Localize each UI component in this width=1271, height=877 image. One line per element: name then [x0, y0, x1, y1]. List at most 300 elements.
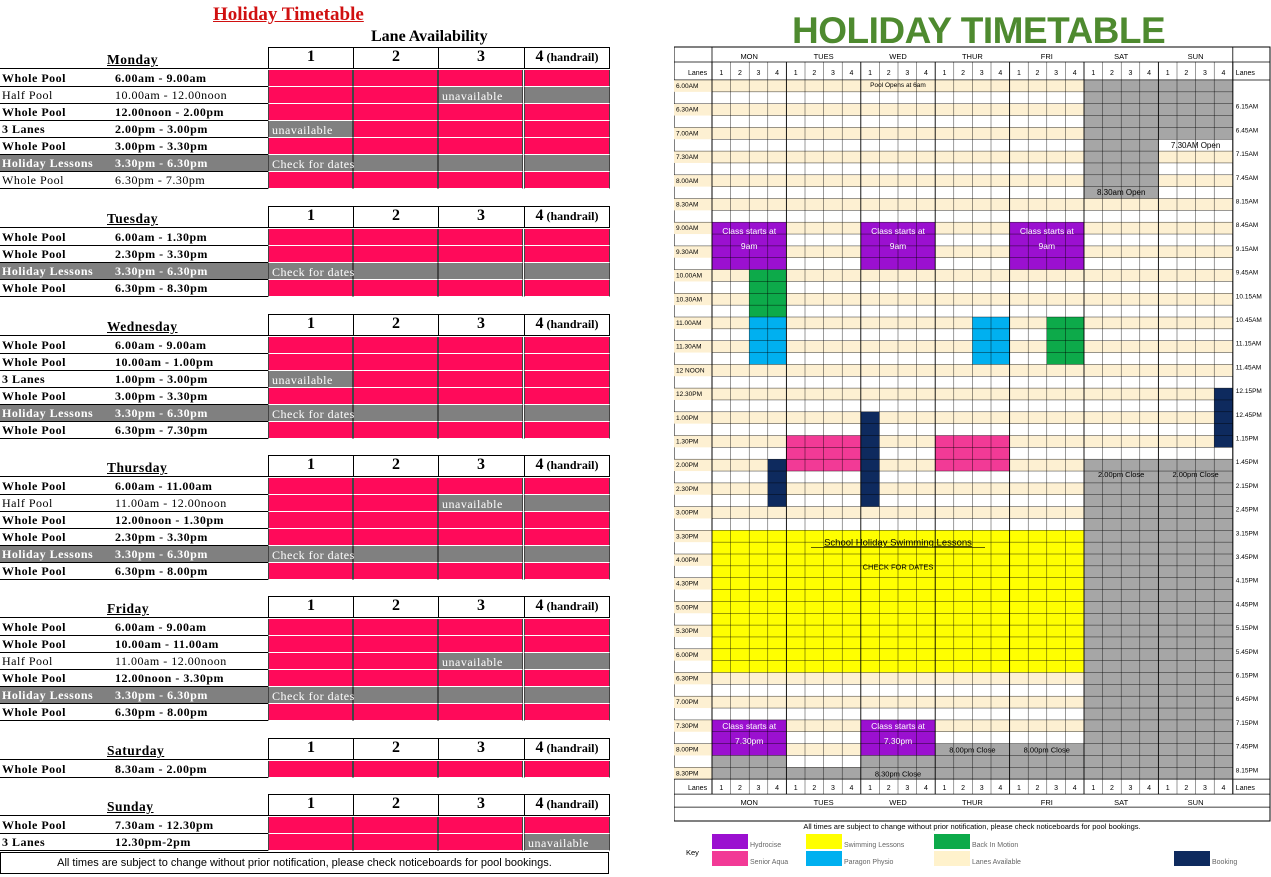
- row-rule: [0, 370, 268, 371]
- left-subtitle: Lane Availability: [371, 28, 488, 45]
- lane-number: 2: [737, 70, 742, 77]
- cell-note: unavailable: [442, 497, 503, 511]
- lane-number: 1: [719, 785, 724, 793]
- lane-available-cell: [268, 87, 353, 104]
- lane-available-cell: [353, 422, 438, 439]
- lane-number: 1: [942, 785, 947, 793]
- time-label-right: 5.15PM: [1235, 625, 1259, 633]
- lane-number: 4: [923, 70, 928, 77]
- day-header: SAT: [1114, 52, 1129, 61]
- lane-number: 3: [477, 48, 485, 65]
- day-header: WED: [889, 798, 907, 808]
- key-swatch: [934, 834, 970, 849]
- session-label: Whole Pool: [2, 620, 66, 634]
- lane-available-cell: [353, 87, 438, 104]
- time-label-left: 6.00AM: [676, 83, 699, 90]
- lane-number: 3: [979, 70, 984, 77]
- lane-number: 2: [392, 795, 400, 812]
- lane-unavailable-cell: [524, 653, 610, 670]
- time-label-right: 3.15PM: [1235, 530, 1259, 538]
- lane-unavailable-cell: [268, 405, 353, 422]
- lane-number: 4: [535, 315, 544, 332]
- lane-number: 3: [979, 785, 984, 793]
- lane-number: 4: [535, 456, 544, 473]
- lane-available-cell: [438, 704, 523, 721]
- day-name: Sunday: [107, 799, 154, 814]
- lane-available-cell: [268, 172, 353, 189]
- time-label-left: 12.30PM: [676, 391, 703, 399]
- session-label: Whole Pool: [2, 637, 66, 651]
- time-label-right: 8.15PM: [1235, 767, 1259, 775]
- lane-number: 4: [1147, 785, 1152, 793]
- time-label-right: 1.15PM: [1235, 435, 1259, 443]
- lane-available-cell: [268, 670, 353, 687]
- lane-available-cell: [353, 104, 438, 121]
- lane-available-cell: [438, 104, 523, 121]
- row-rule: [0, 103, 268, 104]
- lane-available-cell: [353, 834, 438, 851]
- lane-available-cell: [353, 636, 438, 653]
- session-time: 6.30pm - 8.00pm: [115, 564, 208, 578]
- lane-available-cell: [524, 337, 610, 354]
- cell-note: unavailable: [528, 836, 589, 850]
- lane-available-cell: [438, 529, 523, 546]
- lane-number: 3: [477, 456, 485, 473]
- time-label-left: 1.30PM: [676, 438, 699, 446]
- row-rule: [0, 171, 268, 172]
- session-label: Holiday Lessons: [2, 406, 94, 420]
- lane-available-cell: [524, 817, 610, 834]
- lane-header-2: [353, 207, 438, 227]
- class-start-time: 9am: [1038, 241, 1056, 252]
- lane-number: 2: [812, 70, 817, 77]
- lane-header-1: [268, 456, 353, 476]
- session-label: Whole Pool: [2, 530, 66, 544]
- session-label: Whole Pool: [2, 230, 66, 244]
- lane-unavailable-cell: [524, 687, 610, 704]
- lane-unavailable-cell: [438, 495, 523, 512]
- lane-available-cell: [438, 636, 523, 653]
- cell-note: Check for dates: [272, 265, 355, 279]
- time-label-right: 12.15PM: [1235, 388, 1262, 396]
- lane-number: 2: [1184, 70, 1189, 77]
- session-label: Half Pool: [2, 654, 53, 668]
- session-label: Whole Pool: [2, 818, 66, 832]
- session-label: Whole Pool: [2, 705, 66, 719]
- handrail-note: (handrail): [543, 209, 599, 223]
- lane-available-cell: [353, 354, 438, 371]
- swimming-lessons-title: School Holiday Swimming Lessons: [824, 537, 972, 549]
- lane-unavailable-cell: [524, 495, 610, 512]
- class-start-note: Class starts at: [722, 226, 777, 237]
- lane-number: 2: [1184, 785, 1189, 793]
- day-header: MON: [740, 52, 758, 61]
- lane-number: 2: [1109, 70, 1114, 77]
- day-header: SUN: [1187, 52, 1204, 61]
- key-item-label: Hydrocise: [750, 842, 782, 849]
- class-start-time: 9am: [740, 241, 758, 252]
- lane-available-cell: [524, 512, 610, 529]
- lane-number: 1: [307, 739, 315, 756]
- session-label: Whole Pool: [2, 355, 66, 369]
- lanes-label: Lanes: [688, 70, 708, 77]
- lane-number: 2: [392, 315, 400, 332]
- time-label-left: 12 NOON: [676, 367, 705, 375]
- lane-available-cell: [438, 817, 523, 834]
- time-label-right: 2.15PM: [1235, 482, 1259, 490]
- lane-number: 2: [886, 70, 891, 77]
- lane-available-cell: [524, 704, 610, 721]
- day-name: Monday: [107, 52, 159, 67]
- time-label-right: 8.45AM: [1235, 222, 1259, 230]
- lane-number: 4: [775, 785, 780, 793]
- lane-number: 2: [737, 785, 742, 793]
- lane-unavailable-cell: [438, 653, 523, 670]
- lane-available-cell: [268, 337, 353, 354]
- lane-available-cell: [438, 138, 523, 155]
- lane-header-4: [524, 597, 609, 617]
- row-rule: [0, 387, 268, 388]
- session-time: 8.30am - 2.00pm: [115, 762, 208, 776]
- row-rule: [0, 353, 268, 354]
- row-rule: [0, 438, 268, 439]
- lane-number: 3: [830, 70, 835, 77]
- lane-unavailable-cell: [353, 687, 438, 704]
- footer-note: All times are subject to change without prior notification, please check noticeboards for pool bookings.: [0, 852, 609, 874]
- lane-available-cell: [524, 246, 610, 263]
- row-rule: [0, 421, 268, 422]
- cell-note: Check for dates: [272, 689, 355, 703]
- session-label: 3 Lanes: [2, 372, 46, 386]
- swimming-lessons-sub: CHECK FOR DATES: [862, 562, 934, 572]
- lane-number: 4: [1072, 70, 1077, 77]
- lane-number: 4: [1072, 785, 1077, 793]
- session-time: 10.00am - 12.00noon: [115, 88, 228, 102]
- class-start-time: 7.30pm: [735, 735, 764, 746]
- cell-note: unavailable: [272, 373, 333, 387]
- session-label: Whole Pool: [2, 513, 66, 527]
- lane-available-cell: [268, 354, 353, 371]
- session-label: Whole Pool: [2, 389, 66, 403]
- session-time: 6.00am - 9.00am: [115, 71, 207, 85]
- lane-header-2: [353, 597, 438, 617]
- lane-number: 3: [830, 785, 835, 793]
- lane-header-2: [353, 315, 438, 335]
- time-label-left: 7.30AM: [676, 154, 699, 162]
- lane-header-3: [438, 597, 523, 617]
- lane-available-cell: [353, 704, 438, 721]
- lane-number: 1: [307, 795, 315, 812]
- lane-available-cell: [353, 670, 438, 687]
- key-swatch: [806, 851, 842, 866]
- day-name: Thursday: [107, 460, 168, 475]
- lane-available-cell: [438, 422, 523, 439]
- time-label-left: 6.30AM: [676, 106, 699, 114]
- time-label-right: 6.15AM: [1235, 103, 1259, 111]
- lane-unavailable-cell: [268, 371, 353, 388]
- lane-available-cell: [268, 563, 353, 580]
- lane-number: 2: [1035, 785, 1040, 793]
- close-8-fri-note: 8.00pm Close: [1023, 745, 1070, 755]
- session-label: Whole Pool: [2, 423, 66, 437]
- lane-number: 4: [535, 597, 544, 614]
- session-label: Holiday Lessons: [2, 547, 94, 561]
- lane-available-cell: [524, 172, 610, 189]
- lane-available-cell: [524, 354, 610, 371]
- lane-available-cell: [268, 478, 353, 495]
- lane-available-cell: [353, 512, 438, 529]
- lane-number: 4: [998, 785, 1003, 793]
- session-label: Half Pool: [2, 496, 53, 510]
- session-time: 11.00am - 12.00noon: [115, 496, 227, 510]
- lane-available-cell: [353, 388, 438, 405]
- row-rule: [0, 188, 268, 189]
- lane-available-cell: [524, 388, 610, 405]
- time-label-right: 11.15AM: [1235, 340, 1262, 348]
- lane-available-cell: [353, 138, 438, 155]
- time-label-left: 9.00AM: [676, 225, 699, 233]
- lane-unavailable-cell: [268, 155, 353, 172]
- lane-available-cell: [524, 619, 610, 636]
- lane-available-cell: [353, 563, 438, 580]
- lane-available-cell: [524, 280, 610, 297]
- row-rule: [0, 720, 268, 721]
- lane-availability-panel: [0, 0, 612, 877]
- lane-number: 3: [1128, 785, 1133, 793]
- key-item-label: Back In Motion: [972, 842, 1019, 849]
- row-rule: [0, 279, 268, 280]
- lane-number: 1: [793, 70, 798, 77]
- lane-number: 4: [775, 70, 780, 77]
- lane-available-cell: [268, 388, 353, 405]
- lane-unavailable-cell: [524, 546, 610, 563]
- lane-unavailable-cell: [268, 546, 353, 563]
- lane-available-cell: [438, 229, 523, 246]
- lane-available-cell: [438, 280, 523, 297]
- lanes-label: Lanes: [1235, 70, 1255, 77]
- lane-available-cell: [438, 172, 523, 189]
- time-label-right: 7.45AM: [1235, 174, 1259, 182]
- key-swatch: [806, 834, 842, 849]
- lane-header-3: [438, 48, 523, 68]
- lane-available-cell: [268, 704, 353, 721]
- lane-unavailable-cell: [438, 155, 523, 172]
- row-rule: [0, 562, 268, 563]
- row-rule: [0, 669, 268, 670]
- row-rule: [0, 137, 268, 138]
- handrail-note: (handrail): [543, 599, 599, 613]
- lane-available-cell: [268, 512, 353, 529]
- handrail-note: (handrail): [543, 50, 599, 64]
- lane-number: 2: [1035, 70, 1040, 77]
- time-label-right: 6.45AM: [1235, 127, 1259, 135]
- lane-available-cell: [524, 563, 610, 580]
- session-label: Whole Pool: [2, 338, 66, 352]
- lane-available-cell: [524, 104, 610, 121]
- time-label-right: 4.15PM: [1235, 577, 1259, 585]
- time-label-left: 8.30PM: [676, 770, 699, 778]
- key-item-label: Swimming Lessons: [844, 842, 905, 849]
- lane-available-cell: [353, 70, 438, 87]
- lane-number: 1: [1091, 785, 1096, 793]
- lane-available-cell: [268, 422, 353, 439]
- day-header: SAT: [1114, 798, 1129, 808]
- lane-number: 4: [535, 795, 544, 812]
- time-label-right: 9.45AM: [1235, 269, 1259, 277]
- lane-available-cell: [353, 478, 438, 495]
- session-label: Whole Pool: [2, 762, 66, 776]
- lane-available-cell: [438, 246, 523, 263]
- lane-header-1: [268, 597, 353, 617]
- row-rule: [0, 777, 268, 778]
- class-start-time: 9am: [889, 241, 907, 252]
- time-label-right: 4.45PM: [1235, 601, 1259, 609]
- session-time: 6.00am - 1.30pm: [115, 230, 208, 244]
- lane-header-3: [438, 739, 523, 759]
- lane-available-cell: [353, 495, 438, 512]
- time-label-left: 10.00AM: [676, 272, 703, 280]
- lane-available-cell: [438, 337, 523, 354]
- lane-available-cell: [353, 529, 438, 546]
- session-label: Whole Pool: [2, 105, 66, 119]
- row-rule: [0, 703, 268, 704]
- time-label-right: 5.45PM: [1235, 648, 1259, 656]
- row-rule: [0, 850, 268, 851]
- lane-unavailable-cell: [438, 405, 523, 422]
- time-label-left: 7.30PM: [676, 722, 699, 730]
- lane-number: 1: [942, 70, 947, 77]
- session-label: Holiday Lessons: [2, 156, 94, 170]
- lane-header-4: [524, 739, 609, 759]
- time-label-left: 7.00PM: [676, 699, 699, 707]
- session-time: 6.00am - 11.00am: [115, 479, 213, 493]
- lane-available-cell: [268, 653, 353, 670]
- lane-header-3: [438, 207, 523, 227]
- sat-open-note: 8.30am Open: [1096, 188, 1146, 198]
- session-time: 12.30pm-2pm: [115, 835, 191, 849]
- lane-available-cell: [268, 529, 353, 546]
- lane-available-cell: [353, 653, 438, 670]
- session-time: 6.30pm - 8.30pm: [115, 281, 208, 295]
- session-label: Whole Pool: [2, 281, 66, 295]
- time-label-right: 7.15AM: [1235, 151, 1259, 159]
- lane-available-cell: [438, 354, 523, 371]
- time-label-left: 2.30PM: [676, 485, 699, 493]
- lane-unavailable-cell: [524, 155, 610, 172]
- session-time: 3.30pm - 6.30pm: [115, 547, 208, 561]
- handrail-note: (handrail): [543, 317, 599, 331]
- row-rule: [0, 635, 268, 636]
- lane-header-1: [268, 315, 353, 335]
- time-label-right: 11.45AM: [1235, 364, 1262, 372]
- time-label-right: 7.45PM: [1235, 743, 1259, 751]
- lane-available-cell: [524, 70, 610, 87]
- lane-available-cell: [268, 619, 353, 636]
- time-label-left: 8.00PM: [676, 746, 699, 754]
- lane-available-cell: [353, 761, 438, 778]
- lane-number: 4: [923, 785, 928, 793]
- session-time: 10.00am - 11.00am: [115, 637, 219, 651]
- lane-unavailable-cell: [524, 405, 610, 422]
- session-label: Whole Pool: [2, 671, 66, 685]
- session-time: 1.00pm - 3.00pm: [115, 372, 208, 386]
- lane-unavailable-cell: [438, 687, 523, 704]
- lane-number: 4: [535, 207, 544, 224]
- session-time: 2.30pm - 3.30pm: [115, 247, 208, 261]
- lane-available-cell: [438, 478, 523, 495]
- session-time: 6.30pm - 8.00pm: [115, 705, 208, 719]
- session-time: 6.00am - 9.00am: [115, 620, 207, 634]
- class-start-note: Class starts at: [871, 720, 925, 731]
- lane-header-3: [438, 315, 523, 335]
- time-label-left: 4.00PM: [676, 557, 699, 564]
- lane-header-2: [353, 48, 438, 68]
- lane-available-cell: [438, 121, 523, 138]
- lane-number: 3: [1202, 785, 1207, 793]
- lane-number: 1: [1165, 70, 1170, 77]
- sun-open-note: 7.30AM Open: [1170, 140, 1221, 150]
- time-label-right: 8.15AM: [1235, 198, 1259, 206]
- lane-unavailable-cell: [353, 263, 438, 280]
- time-label-left: 2.00PM: [676, 462, 699, 470]
- lane-header-1: [268, 739, 353, 759]
- lane-available-cell: [438, 761, 523, 778]
- lane-number: 2: [392, 207, 400, 224]
- time-label-left: 11.00AM: [676, 320, 702, 327]
- lane-available-cell: [438, 619, 523, 636]
- lane-available-cell: [438, 371, 523, 388]
- lane-unavailable-cell: [268, 687, 353, 704]
- lane-number: 4: [849, 785, 854, 793]
- day-header: FRI: [1040, 52, 1053, 61]
- lane-header-3: [438, 795, 523, 815]
- session-label: Whole Pool: [2, 247, 66, 261]
- sun-close-note: 2.00pm Close: [1172, 470, 1219, 480]
- bottom-note: All times are subject to change without prior notification, please check noticeboards for pool bookings.: [803, 822, 1141, 831]
- lane-available-cell: [438, 834, 523, 851]
- time-label-left: 1.00PM: [676, 414, 699, 422]
- session-time: 7.30am - 12.30pm: [115, 818, 214, 832]
- key-item-label: Senior Aqua: [750, 859, 789, 866]
- class-start-time: 7.30pm: [883, 735, 913, 746]
- lane-available-cell: [524, 670, 610, 687]
- lane-available-cell: [268, 104, 353, 121]
- key-swatch: [1174, 851, 1210, 866]
- lane-number: 2: [392, 48, 400, 65]
- class-start-note: Class starts at: [871, 226, 925, 237]
- cell-note: unavailable: [442, 655, 503, 669]
- lane-available-cell: [524, 422, 610, 439]
- lane-number: 1: [307, 48, 315, 65]
- lane-available-cell: [353, 229, 438, 246]
- time-label-left: 3.00PM: [676, 509, 699, 517]
- lane-available-cell: [268, 246, 353, 263]
- lane-available-cell: [524, 761, 610, 778]
- row-rule: [0, 120, 268, 121]
- day-header: SUN: [1187, 798, 1204, 808]
- lane-number: 2: [886, 785, 891, 793]
- session-time: 3.30pm - 6.30pm: [115, 264, 208, 278]
- lane-available-cell: [268, 280, 353, 297]
- session-label: Holiday Lessons: [2, 688, 94, 702]
- lane-header-4: [524, 207, 609, 227]
- lane-available-cell: [353, 337, 438, 354]
- lane-unavailable-cell: [438, 263, 523, 280]
- lane-number: 2: [961, 785, 966, 793]
- lane-unavailable-cell: [524, 834, 610, 851]
- session-time: 10.00am - 1.00pm: [115, 355, 214, 369]
- session-time: 12.00noon - 1.30pm: [115, 513, 225, 527]
